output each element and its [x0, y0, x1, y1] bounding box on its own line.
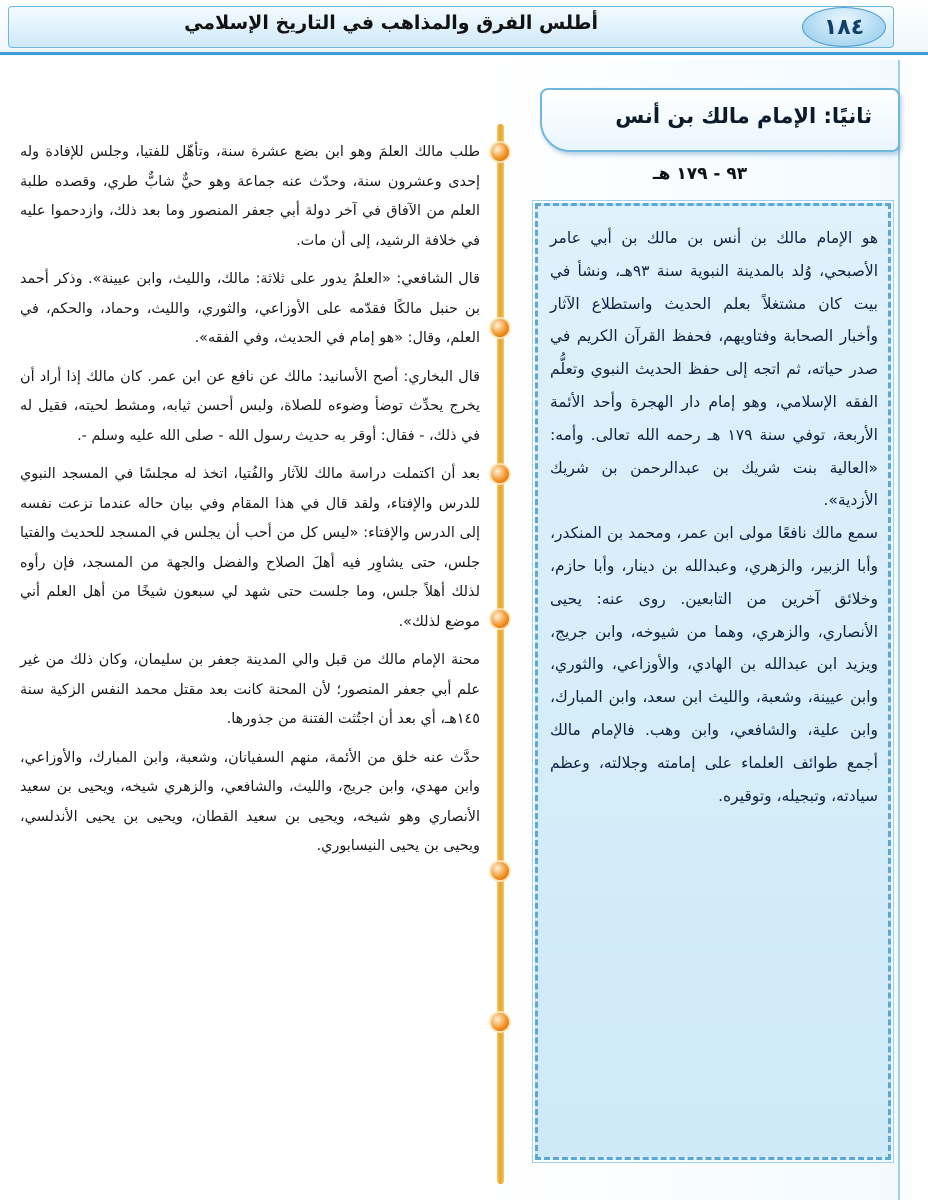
page-header — [0, 0, 928, 56]
biography-box — [535, 203, 891, 1160]
timeline-paragraph: حدَّث عنه خلق من الأئمة، منهم السفيانان، وشعبة، وابن المبارك، والأوزاعي، وابن مهدي، وابن جريج، والليث، والشافعي، والزهري شيخه، ويحيى بن سعيد الأنصاري وهو شيخه، ويحيى بن سعيد القطان، ويحيى بن يحيى الأندلسي، ويحيى بن يحيى النيسابوري. — [20, 749, 480, 854]
section-heading-box — [540, 88, 900, 152]
lifespan-dates: ٩٣ - ١٧٩ هـ — [652, 164, 748, 184]
book-title: أطلس الفرق والمذاهب في التاريخ الإسلامي — [184, 12, 598, 34]
timeline-paragraph: محنة الإمام مالك من قبل والي المدينة جعفر بن سليمان، وكان ذلك من غير علم أبي جعفر المنصور؛ لأن المحنة كانت بعد مقتل محمد النفس الزكية سنة ١٤٥هـ، أي بعد أن اجتُثت الفتنة من جذورها. — [20, 652, 480, 727]
biography-paragraph: سمع مالك نافعًا مولى ابن عمر، ومحمد بن المنكدر، وأبا الزبير، والزهري، وعبدالله بن دينار، وأبا حازم، وخلائق آخرين من التابعين. روى عنه: يحيى الأنصاري، والزهري، وهما من شيوخه، وابن جريج، ويزيد ابن عبدالله بن الهادي، والأوزاعي، والثوري، وابن عيينة، وشعبة، والليث ابن سعد، وابن المبارك، وابن علية، والشافعي، وابن وهب. فالإمام مالك أجمع طوائف العلماء على إمامته وجلالته، وعظم سيادته، وتبجيله، وتوقيره. — [550, 524, 878, 805]
timeline-dot-icon — [491, 862, 509, 880]
timeline-paragraph: طلب مالك العلمَ وهو ابن بضع عشرة سنة، وتأهّل للفتيا، وجلس للإفادة وله إحدى وعشرون سنة، وحدّث عنه جماعة وهو حيٌّ شابٌّ طري، وقصده طلبة العلم من الآفاق في آخر دولة أبي جعفر المنصور وما بعد ذلك، وازدحموا عليه في خلافة الرشيد، إلى أن مات. — [20, 144, 480, 249]
page-number-badge: ١٨٤ — [802, 7, 886, 47]
timeline-dot-icon — [491, 319, 509, 337]
timeline-paragraph: قال الشافعي: «العلمُ يدور على ثلاثة: مالك، والليث، وابن عيينة». وذكر أحمد بن حنبل مالكًا فقدّمه على الأوزاعي، والثوري، والليث، وحماد، والحكم، في العلم، وقال: «هو إمام في الحديث، وفي الفقه». — [20, 271, 480, 346]
biography-text — [550, 222, 878, 812]
timeline-dot-icon — [491, 1013, 509, 1031]
timeline-dot-icon — [491, 465, 509, 483]
section-title: ثانيًا: الإمام مالك بن أنس — [615, 104, 872, 128]
timeline-dot-icon — [491, 143, 509, 161]
header-divider — [0, 52, 928, 55]
timeline-dot-icon — [491, 610, 509, 628]
timeline-paragraph: بعد أن اكتملت دراسة مالك للآثار والفُتيا، اتخذ له مجلسًا في المسجد النبوي للدرس والإفتاء، ولقد قال في هذا المقام وفي بيان حاله عندما نزعت نفسه إلى الدرس والإفتاء: «ليس كل من أحب أن يجلس في المسجد للحديث والفتيا جلس، حتى يشاوِر فيه أهلَ الصلاح والفضل والجهة من المسجد، فإن رأوه لذلك أهلاً جلس، وما جلست حتى شهد لي سبعون شيخًا من أهل العلم أني موضع لذلك». — [20, 466, 480, 630]
biography-paragraph: هو الإمام مالك بن أنس بن مالك بن أبي عامر الأصبحي، وُلد بالمدينة النبوية سنة ٩٣هـ، ونشأ في بيت كان مشتغلاً بعلم الحديث واستطلاع الآثار وأخبار الصحابة وفتاويهم، فحفظ القرآن الكريم في صدر حياته، ثم اتجه إلى حفظ الحديث النبوي وتعلُّم الفقه الإسلامي، وهو إمام دار الهجرة وأحد الأئمة الأربعة، توفي سنة ١٧٩ هـ رحمه الله تعالى. وأمه: «العالية بنت شريك بن عبدالرحمن بن شريك الأزدية». — [550, 229, 878, 510]
timeline-paragraph: قال البخاري: أصح الأسانيد: مالك عن نافع عن ابن عمر. كان مالك إذا أراد أن يخرج يحدِّث توضأ وضوءه للصلاة، ولبس أحسن ثيابه، ومشط لحيته، فقيل له في ذلك، - فقال: أوقر به حديث رسول الله - صلى الله عليه وسلم -. — [20, 368, 480, 444]
timeline-column — [20, 138, 480, 871]
